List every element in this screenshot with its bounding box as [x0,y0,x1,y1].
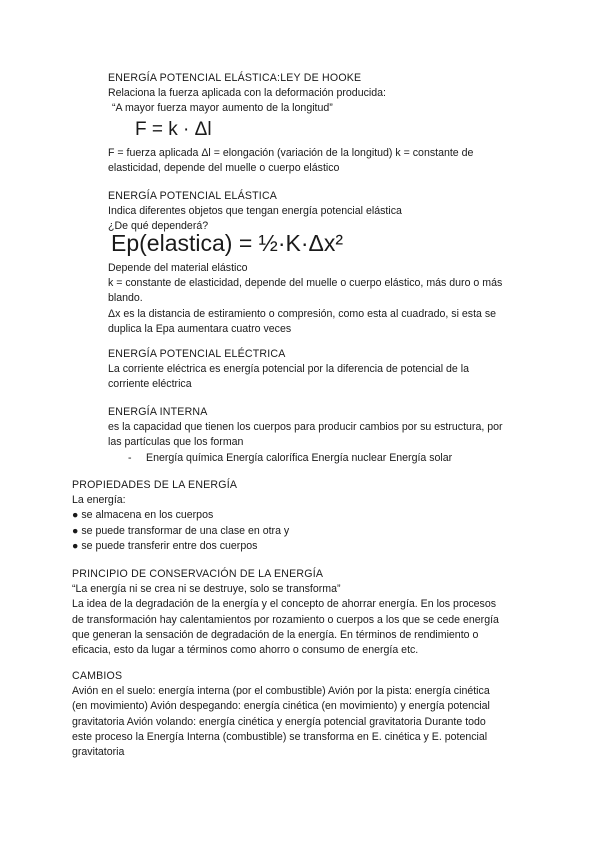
section-hooke [108,71,528,117]
text-line: Δx es la distancia de estiramiento o compresión, como esta al cuadrado, si esta se [108,307,497,320]
text-line: blando. [108,292,143,305]
text-line: gravitatoria [72,746,125,759]
section-electric [108,347,528,393]
list-item-text: Energía química Energía calorífica Energía nuclear Energía solar [146,451,453,464]
section-conservation [72,567,528,658]
text-line: elasticidad, depende del muelle o cuerpo elástico [108,162,340,175]
text-line: Avión en el suelo: energía interna (por el combustible) Avión por la pista: energía cinética [72,685,490,698]
text-line: La idea de la degradación de la energía y el concepto de ahorrar energía. En los procesos [72,598,497,611]
section-properties [72,478,528,554]
text-line: k = constante de elasticidad, depende del muelle o cuerpo elástico, más duro o más [108,277,503,290]
text-line: eficacia, esto da lugar a términos como ahorro o consumo de energía etc. [72,644,419,657]
list-item: ● se puede transformar de una clase en otra y [72,524,290,537]
text-line: que generan la sensación de degradación de la energía. En términos de rendimiento o [72,628,479,641]
dash-list-item [108,451,528,466]
text-line: (en movimiento) Avión despegando: energía cinética (en movimiento) y energía potencial [72,700,490,713]
text-line: ¿De qué dependerá? [108,220,209,233]
elastic-formula: Ep(elastica) = ½·K·Δx² [111,230,344,256]
list-item: ● se almacena en los cuerpos [72,509,214,522]
section-heading: PRINCIPIO DE CONSERVACIÓN DE LA ENERGÍA [72,568,324,580]
section-heading: ENERGÍA POTENCIAL ELÁSTICA [108,190,278,202]
elastic-explanation [108,261,528,337]
text-line: gravitatoria Avión volando: energía cinética y energía potencial gravitatoria Durante todo [72,715,486,728]
quote-line: “A mayor fuerza mayor aumento de la longitud” [112,102,333,115]
section-heading: ENERGÍA POTENCIAL ELÉCTRICA [108,348,286,360]
text-line: La corriente eléctrica es energía potencial por la diferencia de potencial de la [108,363,469,376]
section-internal [108,405,528,466]
text-line: La energía: [72,494,126,507]
text-line: de transformación hay calentamientos por rozamiento o cuerpos a los que se cede energía [72,613,499,626]
text-line: Depende del material elástico [108,262,248,274]
hooke-formula: F = k · Δl [135,119,212,140]
hooke-definition [108,146,528,176]
list-item: ● se puede transferir entre dos cuerpos [72,539,258,552]
text-line: corriente eléctrica [108,378,192,391]
text-line: Relaciona la fuerza aplicada con la deformación producida: [108,87,386,100]
text-line: es la capacidad que tienen los cuerpos para producir cambios por su estructura, por [108,421,503,434]
section-changes [72,669,528,760]
section-heading: CAMBIOS [72,670,123,682]
section-heading: ENERGÍA POTENCIAL ELÁSTICA:LEY DE HOOKE [108,72,362,84]
text-line: las partículas que los forman [108,436,244,449]
quote-line: “La energía ni se crea ni se destruye, solo se transforma” [72,583,341,596]
text-line: duplica la Epa aumentara cuatro veces [108,322,292,335]
section-heading: ENERGÍA INTERNA [108,406,208,418]
dash-bullet: - [128,451,132,464]
text-line: este proceso la Energía Interna (combustible) se transforma en E. cinética y E. potencial [72,730,488,743]
text-line: Indica diferentes objetos que tengan energía potencial elástica [108,205,402,218]
text-line: F = fuerza aplicada Δl = elongación (variación de la longitud) k = constante de [108,147,474,159]
section-heading: PROPIEDADES DE LA ENERGÍA [72,479,238,491]
